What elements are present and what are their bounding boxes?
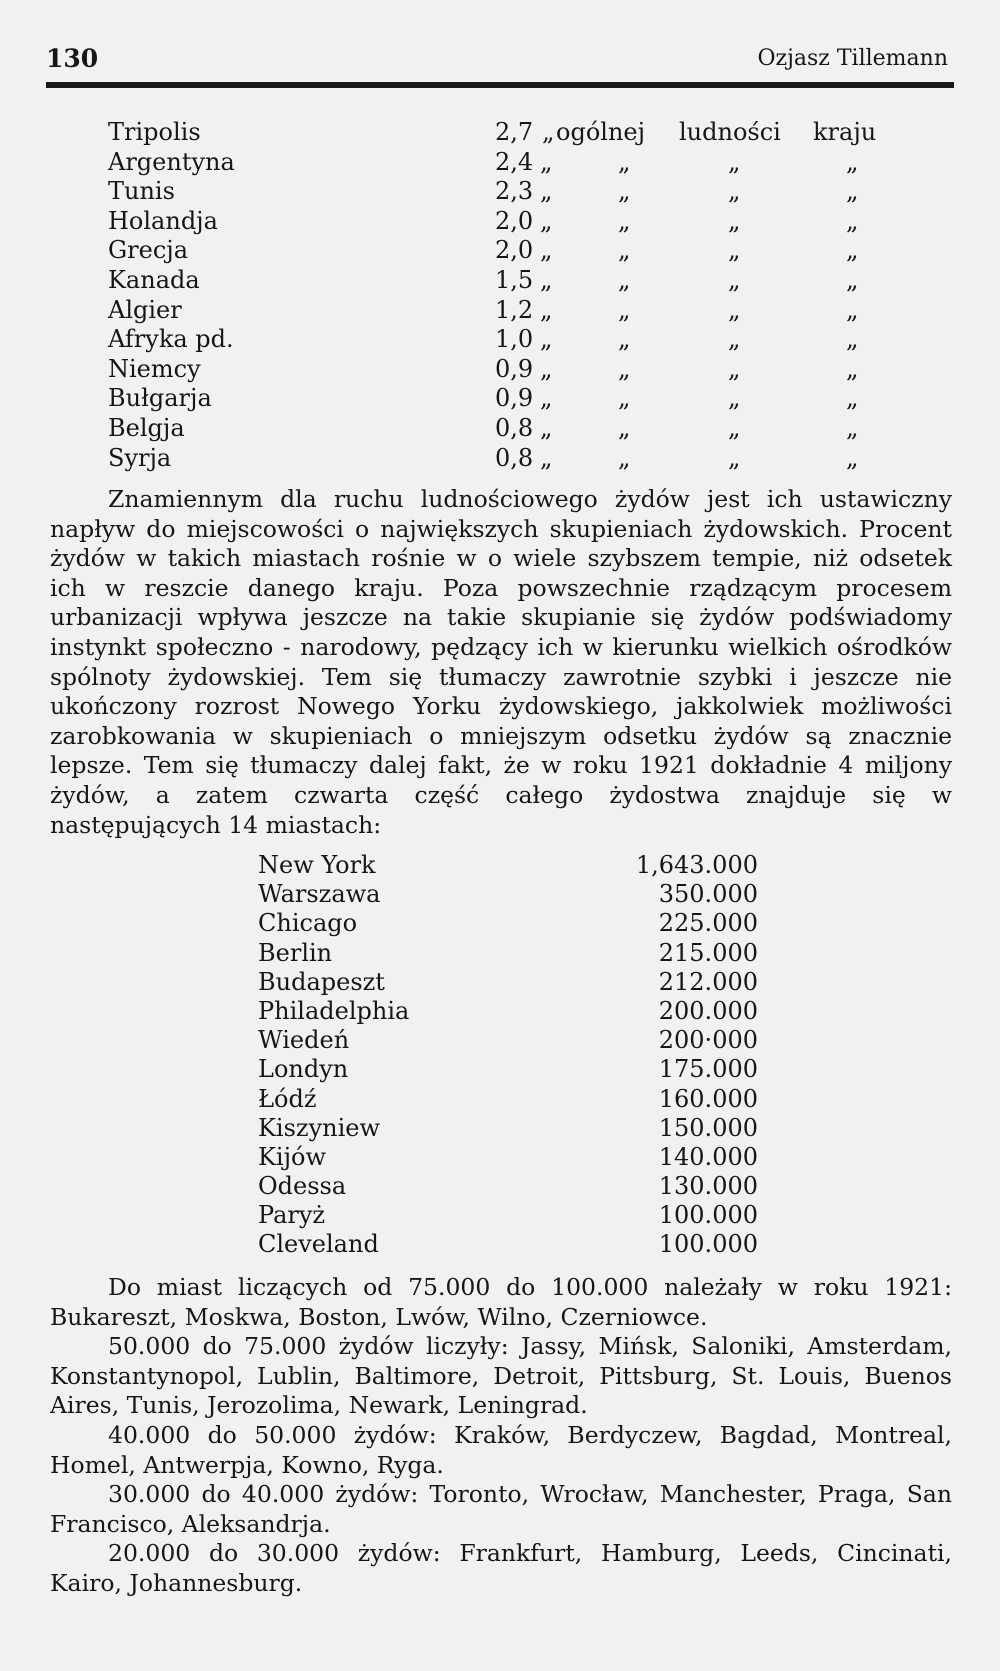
percent-value: 2,4 xyxy=(495,147,534,176)
ditto-mark: „ xyxy=(728,177,741,206)
city-population: 1,643.000 xyxy=(635,851,758,879)
table-row xyxy=(258,1172,758,1201)
city-population: 150.000 xyxy=(658,1113,758,1142)
table-row xyxy=(258,997,758,1026)
city-name: Londyn xyxy=(258,1055,349,1084)
percent-value: 2,0 xyxy=(495,236,534,265)
ditto-mark: „ xyxy=(728,354,741,383)
country-name: Tripolis xyxy=(108,118,201,146)
ditto-mark: „ xyxy=(540,325,553,354)
ditto-mark: „ xyxy=(618,413,631,442)
table-row xyxy=(258,1114,758,1143)
table-row xyxy=(108,207,908,237)
city-name: Philadelphia xyxy=(258,996,410,1025)
table-row xyxy=(108,444,908,474)
country-name: Afryka pd. xyxy=(108,325,234,354)
city-population: 140.000 xyxy=(658,1142,758,1171)
percent-value: 0,9 xyxy=(495,354,534,383)
city-population: 100.000 xyxy=(658,1201,758,1230)
ditto-mark: „ xyxy=(728,265,741,294)
country-name: Argentyna xyxy=(108,147,235,176)
city-name: Cleveland xyxy=(258,1230,379,1259)
table-row xyxy=(258,1230,758,1259)
ditto-mark: „ xyxy=(846,354,859,383)
table-row xyxy=(108,355,908,385)
percent-value: 0,8 xyxy=(495,443,534,472)
ditto-mark: „ xyxy=(542,118,555,146)
percent-value: 2,7 xyxy=(495,118,534,146)
ditto-mark: „ xyxy=(540,236,553,265)
country-name: Bułgarja xyxy=(108,384,212,413)
table-row xyxy=(108,266,908,296)
city-population: 130.000 xyxy=(658,1172,758,1201)
city-name: Warszawa xyxy=(258,880,381,909)
header-word-ludnosci: ludności xyxy=(679,118,781,146)
table-row xyxy=(258,909,758,938)
table-row xyxy=(258,1085,758,1114)
country-name: Grecja xyxy=(108,236,189,265)
body-paragraph: Do miast liczących od 75.000 do 100.000 należały w roku 1921: Bukareszt, Moskwa, Boston, Lwów, Wilno, Czerniowce. xyxy=(50,1273,952,1331)
ditto-mark: „ xyxy=(846,384,859,413)
ditto-mark: „ xyxy=(540,413,553,442)
ditto-mark: „ xyxy=(618,206,631,235)
ditto-mark: „ xyxy=(540,354,553,383)
running-head: Ozjasz Tillemann xyxy=(757,46,948,71)
table-row xyxy=(258,851,758,880)
percent-value: 0,9 xyxy=(495,384,534,413)
city-population: 215.000 xyxy=(658,938,758,967)
ditto-mark: „ xyxy=(540,206,553,235)
city-name: Budapeszt xyxy=(258,967,385,996)
country-name: Tunis xyxy=(108,177,175,206)
ditto-mark: „ xyxy=(728,236,741,265)
city-name: Wiedeń xyxy=(258,1026,350,1055)
city-name: Berlin xyxy=(258,938,333,967)
ditto-mark: „ xyxy=(540,295,553,324)
city-name: Łódź xyxy=(258,1084,317,1113)
percent-value: 1,0 xyxy=(495,325,534,354)
table-row xyxy=(108,296,908,326)
percent-table xyxy=(108,118,908,473)
ditto-mark: „ xyxy=(618,354,631,383)
header-word-ogolnej: ogólnej xyxy=(556,118,646,146)
table-row xyxy=(258,1055,758,1084)
city-name: Odessa xyxy=(258,1172,347,1201)
percent-value: 1,2 xyxy=(495,295,534,324)
ditto-mark: „ xyxy=(728,443,741,472)
city-population: 100.000 xyxy=(658,1230,758,1259)
ditto-mark: „ xyxy=(728,413,741,442)
table-row xyxy=(108,148,908,178)
country-name: Belgja xyxy=(108,413,185,442)
ditto-mark: „ xyxy=(618,177,631,206)
country-name: Algier xyxy=(108,295,182,324)
ditto-mark: „ xyxy=(618,325,631,354)
ditto-mark: „ xyxy=(728,295,741,324)
table-row xyxy=(108,414,908,444)
ditto-mark: „ xyxy=(618,236,631,265)
ditto-mark: „ xyxy=(540,384,553,413)
city-population: 175.000 xyxy=(658,1055,758,1084)
table-row xyxy=(258,939,758,968)
ditto-mark: „ xyxy=(846,443,859,472)
city-name: Paryż xyxy=(258,1201,326,1230)
city-population: 225.000 xyxy=(658,909,758,938)
header-rule xyxy=(46,82,954,88)
country-name: Niemcy xyxy=(108,354,201,383)
body-paragraph: 40.000 do 50.000 żydów: Kraków, Berdyczew, Bagdad, Montreal, Homel, Antwerpja, Kowno, Ryga. xyxy=(50,1420,952,1479)
city-population: 200·000 xyxy=(658,1026,758,1055)
page-header xyxy=(46,44,954,80)
header-word-kraju: kraju xyxy=(813,118,877,146)
table-row xyxy=(108,384,908,414)
table-row xyxy=(258,968,758,997)
body-paragraph: 50.000 do 75.000 żydów liczyły: Jassy, Mińsk, Saloniki, Amsterdam, Konstantynopol, Lublin, Baltimore, Detroit, Pittsburg, St. Louis, Buenos Aires, Tunis, Jerozolima, Newark, Leningrad. xyxy=(50,1332,952,1420)
ditto-mark: „ xyxy=(846,236,859,265)
table-row xyxy=(108,177,908,207)
ditto-mark: „ xyxy=(728,206,741,235)
ditto-mark: „ xyxy=(618,443,631,472)
ditto-mark: „ xyxy=(846,147,859,176)
ditto-mark: „ xyxy=(728,384,741,413)
table-row xyxy=(258,1143,758,1172)
table-row xyxy=(258,1201,758,1230)
percent-value: 2,0 xyxy=(495,206,534,235)
percent-value: 0,8 xyxy=(495,413,534,442)
city-population: 212.000 xyxy=(658,967,758,996)
ditto-mark: „ xyxy=(540,265,553,294)
table-row xyxy=(258,1026,758,1055)
city-table xyxy=(258,851,758,1260)
ditto-mark: „ xyxy=(618,295,631,324)
ditto-mark: „ xyxy=(846,295,859,324)
ditto-mark: „ xyxy=(846,177,859,206)
ditto-mark: „ xyxy=(846,206,859,235)
body-paragraph: 30.000 do 40.000 żydów: Toronto, Wrocław, Manchester, Praga, San Francisco, Aleksandrja. xyxy=(50,1480,952,1538)
ditto-mark: „ xyxy=(618,147,631,176)
city-name: Kijów xyxy=(258,1142,327,1171)
percent-value: 2,3 xyxy=(495,177,534,206)
table-row xyxy=(108,325,908,355)
ditto-mark: „ xyxy=(846,265,859,294)
city-population: 350.000 xyxy=(658,880,758,909)
ditto-mark: „ xyxy=(540,443,553,472)
city-name: New York xyxy=(258,851,376,879)
ditto-mark: „ xyxy=(728,325,741,354)
bottom-paragraphs xyxy=(50,1273,952,1599)
ditto-mark: „ xyxy=(846,325,859,354)
ditto-mark: „ xyxy=(618,384,631,413)
city-population: 160.000 xyxy=(658,1084,758,1113)
percent-value: 1,5 xyxy=(495,265,534,294)
table-row xyxy=(108,236,908,266)
ditto-mark: „ xyxy=(846,413,859,442)
country-name: Syrja xyxy=(108,443,172,472)
ditto-mark: „ xyxy=(540,147,553,176)
ditto-mark: „ xyxy=(618,265,631,294)
country-name: Holandja xyxy=(108,206,218,235)
table-row xyxy=(108,118,908,148)
ditto-mark: „ xyxy=(728,147,741,176)
table-row xyxy=(258,880,758,909)
body-paragraph: Znamiennym dla ruchu ludnościowego żydów jest ich ustawiczny napływ do miejscowości o największych skupieniach żydowskich. Procent żydów w takich miastach rośnie w o wiele szybszem tempie, niż odsetek ich w reszcie danego kraju. Poza powszechnie rządzącym procesem urbanizacji wpływa jeszcze na takie skupianie się żydów podświadomy instynkt społeczno - narodowy, pędzący ich w kierunku wielkich ośrodków spólnoty żydowskiej. Tem się tłumaczy zawrotnie szybki i jeszcze nie ukończony rozrost Nowego Yorku żydowskiego, jakkolwiek możliwości zarobkowania w skupieniach o mniejszym odsetku żydów są znacznie lepsze. Tem się tłumaczy dalej fakt, że w roku 1921 dokładnie 4 miljony żydów, a zatem czwarta część całego żydostwa znajduje się w następujących 14 miastach: xyxy=(50,485,952,839)
body-paragraph: 20.000 do 30.000 żydów: Frankfurt, Hamburg, Leeds, Cincinati, Kairo, Johannesburg. xyxy=(50,1539,952,1597)
page-number: 130 xyxy=(46,44,99,73)
ditto-mark: „ xyxy=(540,177,553,206)
city-name: Kiszyniew xyxy=(258,1113,381,1142)
city-name: Chicago xyxy=(258,909,358,938)
country-name: Kanada xyxy=(108,265,200,294)
city-population: 200.000 xyxy=(658,996,758,1025)
